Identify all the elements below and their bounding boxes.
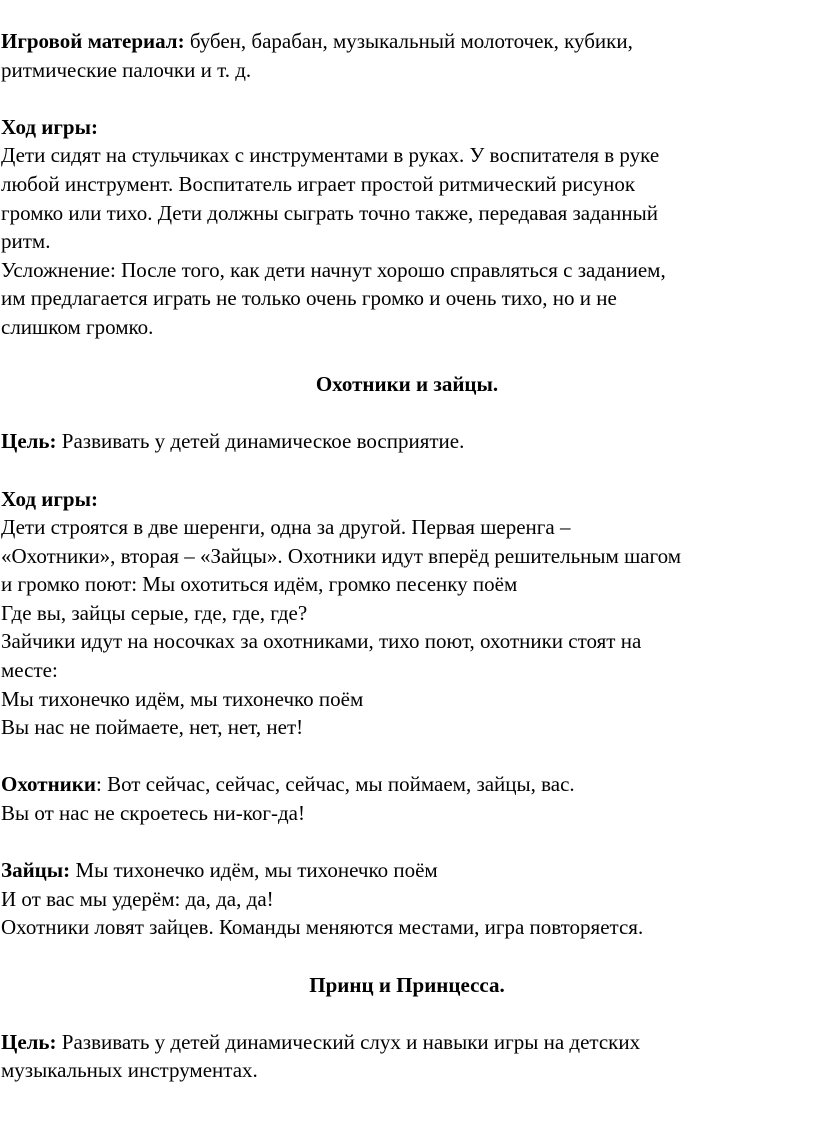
paragraph-line: Дети строятся в две шеренги, одна за другой. Первая шеренга – (1, 515, 571, 540)
goal-line-2: музыкальных инструментах. (1, 1058, 258, 1083)
paragraph-line: и громко поют: Мы охотиться идём, громко песенку поём (1, 572, 518, 597)
spacer (1, 456, 813, 485)
game-title-prince-and-princess: Принц и Принцесса. (309, 972, 505, 997)
game-title-hunters-and-hares: Охотники и зайцы. (315, 372, 499, 397)
paragraph-line: «Охотники», вторая – «Зайцы». Охотники идут вперёд решительным шагом (1, 543, 682, 568)
goal-line (1, 427, 813, 456)
goal-text: Развивать у детей динамический слух и навыки игры на детских (56, 1029, 641, 1054)
goal-label: Цель: (1, 1029, 57, 1054)
spacer (1, 742, 813, 771)
document-page (1, 27, 813, 1085)
paragraph-line: месте: (1, 658, 58, 683)
material-text: бубен, барабан, музыкальный молоточек, кубики, (184, 29, 633, 53)
hares-line-3: Охотники ловят зайцев. Команды меняются местами, игра повторяется. (1, 915, 644, 940)
hares-line-2: И от вас мы удерём: да, да, да! (1, 886, 274, 911)
spacer (1, 84, 813, 113)
hares-label: Зайцы: (1, 858, 71, 883)
material-label: Игровой материал: (1, 29, 185, 53)
hunters-line-2: Вы от нас не скроетесь ни-ког-да! (1, 801, 305, 826)
spacer (1, 942, 813, 971)
spacer (1, 399, 813, 428)
paragraph-line: Усложнение: После того, как дети начнут хорошо справляться с заданием, (1, 257, 666, 282)
paragraph-line: громко или тихо. Дети должны сыграть точно также, передавая заданный (1, 200, 658, 225)
paragraph-line: им предлагается играть не только очень громко и очень тихо, но и не (1, 286, 617, 311)
paragraph-line: Вы нас не поймаете, нет, нет, нет! (1, 715, 304, 740)
material-line-2: ритмические палочки и т. д. (1, 57, 252, 82)
goal-text: Развивать у детей динамическое восприятие. (56, 429, 465, 454)
goal-line (1, 1028, 813, 1057)
paragraph-line: Зайчики идут на носочках за охотниками, тихо поют, охотники стоят на (1, 629, 642, 654)
hunters-label: Охотники (1, 772, 96, 797)
section-heading-hod-1: Ход игры: (1, 114, 98, 139)
paragraph-line: Где вы, зайцы серые, где, где, где? (1, 600, 308, 625)
hares-line (1, 856, 813, 885)
hunters-text: : Вот сейчас, сейчас, сейчас, мы поймаем, зайцы, вас. (95, 772, 575, 797)
material-line (1, 27, 813, 56)
goal-label: Цель: (1, 429, 57, 454)
paragraph-line: Мы тихонечко идём, мы тихонечко поём (1, 686, 364, 711)
section-heading-hod-2: Ход игры: (1, 486, 98, 511)
paragraph-line: любой инструмент. Воспитатель играет простой ритмический рисунок (1, 171, 636, 196)
spacer (1, 342, 813, 371)
hares-text: Мы тихонечко идём, мы тихонечко поём (70, 858, 438, 883)
paragraph-line: Дети сидят на стульчиках с инструментами в руках. У воспитателя в руке (1, 143, 660, 168)
paragraph-line: слишком громко. (1, 314, 154, 339)
spacer (1, 999, 813, 1028)
spacer (1, 828, 813, 857)
hunters-line (1, 770, 813, 799)
paragraph-line: ритм. (1, 229, 51, 254)
